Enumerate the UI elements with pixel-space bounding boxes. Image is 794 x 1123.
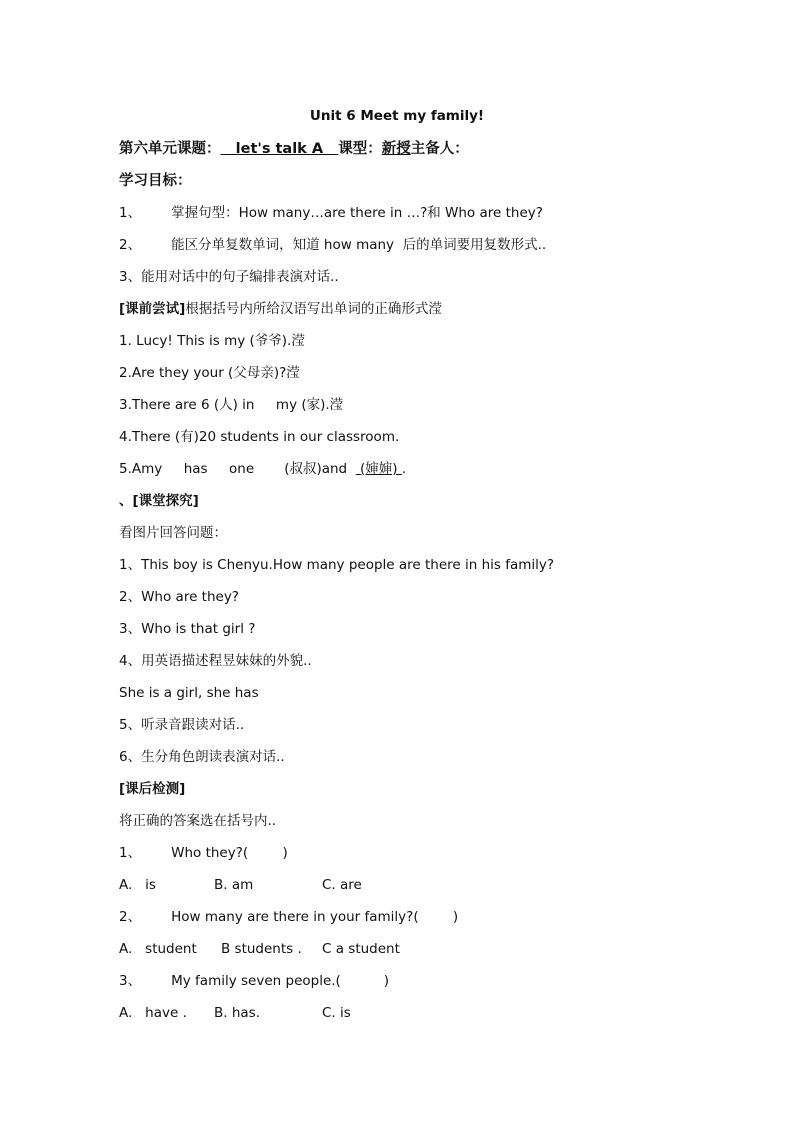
- objectives-heading: 学习目标：: [119, 173, 192, 189]
- in-class-item: 2、Who are they?: [119, 589, 239, 605]
- pre-class-item: 2.Are they your (父母亲)?滢: [119, 365, 300, 381]
- in-class-heading: [119, 491, 199, 511]
- pre-class-item: [119, 459, 406, 479]
- quiz-option-a: A. student: [119, 941, 197, 957]
- quiz-option-a: A. have .: [119, 1005, 187, 1021]
- objective-item: 3、能用对话中的句子编排表演对话..: [119, 269, 339, 285]
- pre-class-instruction: 根据括号内所给汉语写出单词的正确形式滢: [185, 301, 442, 317]
- quiz-option-a: A. is: [119, 877, 156, 893]
- objective-item: 1、 掌握句型：How many…are there in …?和 Who are they?: [119, 205, 543, 221]
- pre-class-item: 4.There (有)20 students in our classroom.: [119, 429, 400, 445]
- quiz-option-b: B. has.: [214, 1005, 260, 1021]
- in-class-item: 1、This boy is Chenyu.How many people are there in his family?: [119, 557, 555, 573]
- lesson-header: [119, 139, 469, 159]
- header-type-label: 课型：: [338, 141, 382, 157]
- in-class-instruction: 看图片回答问题：: [119, 525, 227, 541]
- in-class-heading-prefix: 、: [119, 493, 133, 509]
- in-class-item: 4、用英语描述程昱妹妹的外貌..: [119, 653, 312, 669]
- item5-underlined: (婶婶): [355, 461, 402, 477]
- pre-class-bracket: [课前尝试]: [119, 301, 186, 317]
- quiz-question: 2、 How many are there in your family?( ): [119, 909, 459, 925]
- quiz-question: 1、 Who they?( ): [119, 845, 288, 861]
- item5-tail: .: [401, 461, 407, 477]
- page-title: Unit 6 Meet my family!: [309, 108, 485, 124]
- quiz-option-b: B students .: [221, 941, 302, 957]
- header-preparer: 主备人：: [410, 141, 469, 157]
- in-class-heading-text: [课堂探究]: [132, 493, 199, 509]
- quiz-option-b: B. am: [214, 877, 254, 893]
- item5-main: 5.Amy has one (叔叔)and: [119, 461, 356, 477]
- in-class-item: 5、听录音跟读对话..: [119, 717, 245, 733]
- after-class-heading: [课后检测]: [119, 781, 186, 797]
- quiz-option-c: C a student: [322, 941, 400, 957]
- objective-item: 2、 能区分单复数单词，知道 how many 后的单词要用复数形式..: [119, 237, 547, 253]
- quiz-option-c: C. are: [322, 877, 362, 893]
- in-class-item: She is a girl, she has: [119, 685, 259, 701]
- pre-class-item: 3.There are 6 (人) in my (家).滢: [119, 397, 344, 413]
- header-type-value: 新授: [381, 141, 411, 157]
- header-topic: let's talk A: [220, 141, 339, 157]
- in-class-item: 3、Who is that girl ?: [119, 621, 256, 637]
- quiz-question: 3、 My family seven people.( ): [119, 973, 389, 989]
- in-class-item: 6、生分角色朗读表演对话..: [119, 749, 285, 765]
- after-class-instruction: 将正确的答案选在括号内..: [119, 813, 277, 829]
- pre-class-heading: [119, 299, 442, 319]
- pre-class-item: 1. Lucy! This is my (爷爷).滢: [119, 333, 305, 349]
- quiz-option-c: C. is: [322, 1005, 351, 1021]
- header-prefix: 第六单元课题：: [119, 141, 221, 157]
